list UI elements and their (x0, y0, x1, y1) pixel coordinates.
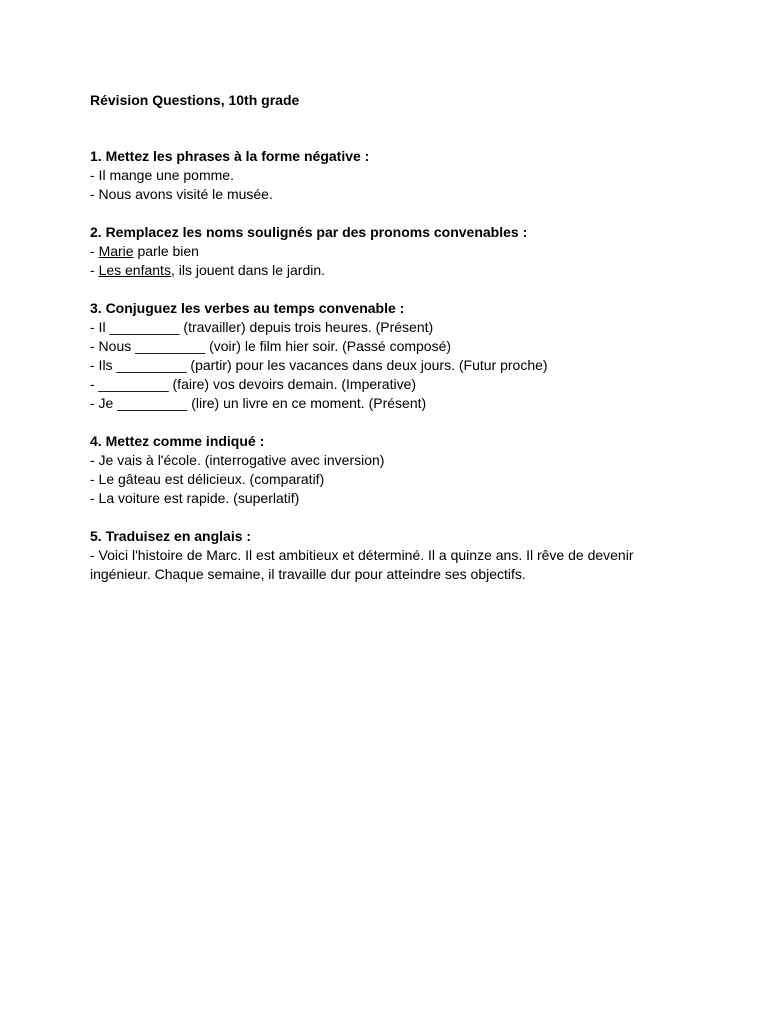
question-line (90, 242, 690, 261)
section-transformations (90, 432, 690, 508)
section-pronouns (90, 223, 690, 280)
line-rest: parle bien (133, 243, 199, 259)
line-prefix: - (90, 262, 99, 278)
underlined-noun: Marie (98, 243, 134, 259)
section-heading: 5. Traduisez en anglais : (90, 528, 252, 544)
question-line: - Il _________ (travailler) depuis trois heures. (Présent) (90, 319, 434, 335)
document-page (90, 91, 690, 584)
question-line: - Le gâteau est délicieux. (comparatif) (90, 471, 325, 487)
question-line: - Voici l'histoire de Marc. Il est ambitieux et déterminé. Il a quinze ans. Il rêve de devenir (90, 547, 634, 563)
question-line: - Il mange une pomme. (90, 167, 234, 183)
line-prefix: - (90, 243, 99, 259)
question-line: - La voiture est rapide. (superlatif) (90, 490, 300, 506)
document-title: Révision Questions, 10th grade (90, 92, 300, 108)
question-line: ingénieur. Chaque semaine, il travaille dur pour atteindre ses objectifs. (90, 566, 526, 582)
question-line: - Ils _________ (partir) pour les vacances dans deux jours. (Futur proche) (90, 357, 548, 373)
section-heading: 1. Mettez les phrases à la forme négative : (90, 148, 370, 164)
spacer (90, 280, 690, 299)
section-conjugation (90, 299, 690, 413)
section-heading: 2. Remplacez les noms soulignés par des pronoms convenables : (90, 224, 528, 240)
question-line: - Nous _________ (voir) le film hier soir. (Passé composé) (90, 338, 452, 354)
underlined-noun: Les enfants (98, 262, 171, 278)
spacer (90, 204, 690, 223)
spacer (90, 413, 690, 432)
section-heading: 4. Mettez comme indiqué : (90, 433, 265, 449)
spacer (90, 110, 690, 147)
question-line: - Je _________ (lire) un livre en ce moment. (Présent) (90, 395, 427, 411)
section-heading: 3. Conjuguez les verbes au temps convenable : (90, 300, 405, 316)
question-line: - Nous avons visité le musée. (90, 186, 273, 202)
section-negative-form (90, 147, 690, 204)
question-line (90, 261, 690, 280)
spacer (90, 508, 690, 527)
section-translation (90, 527, 690, 584)
question-line: - _________ (faire) vos devoirs demain. (Imperative) (90, 376, 417, 392)
line-rest: , ils jouent dans le jardin. (170, 262, 326, 278)
question-line: - Je vais à l'école. (interrogative avec inversion) (90, 452, 385, 468)
